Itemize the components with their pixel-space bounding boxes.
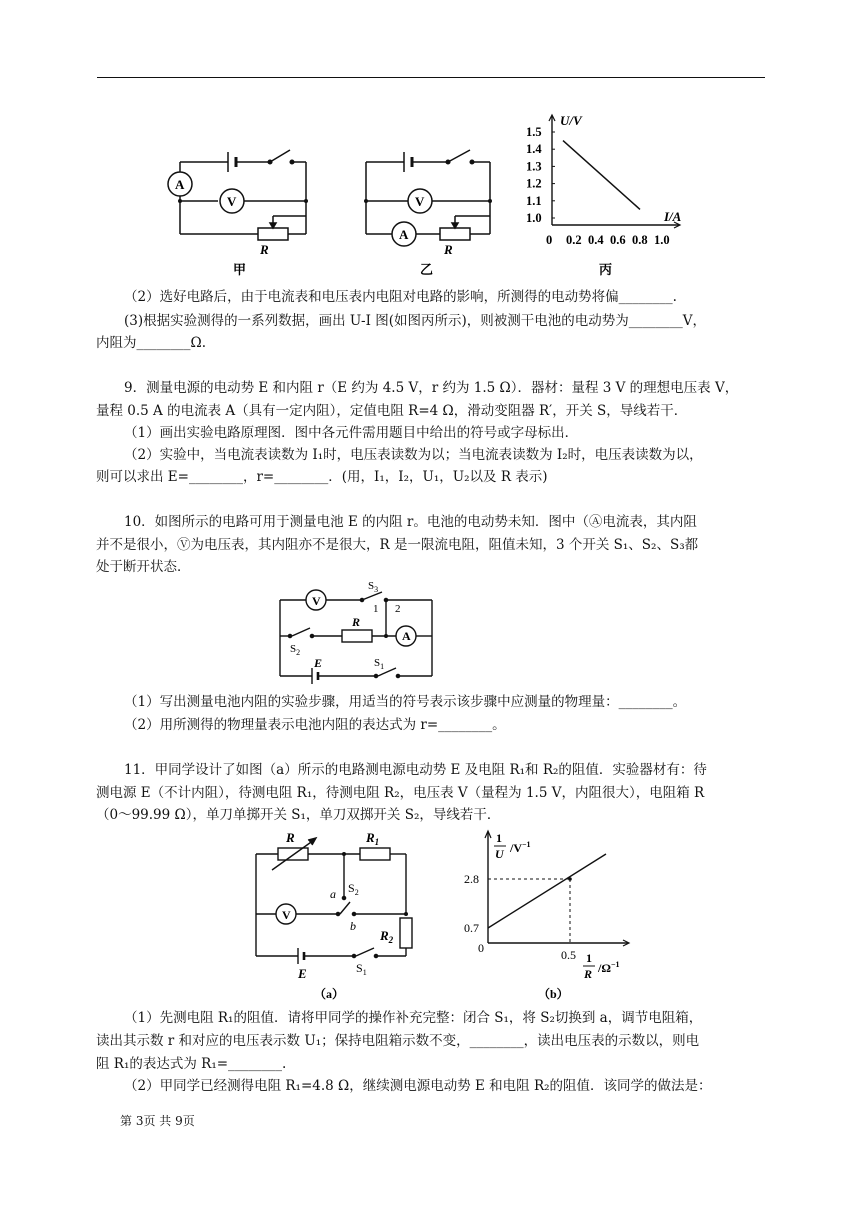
r1-label: $R_1$ xyxy=(366,830,380,847)
ammeter-label: A xyxy=(402,629,411,643)
q11-stem-line2: 测电源 E（不计内阻），待测电阻 R₁，待测电阻 R₂，电压表 V（量程为 1.5 V，内阻很大），电阻箱 R xyxy=(96,785,705,801)
voltmeter-label: V xyxy=(282,908,291,922)
voltmeter-label: V xyxy=(415,194,425,209)
y-tick-label: 1.3 xyxy=(526,159,542,174)
x-tick-label: 0.2 xyxy=(566,233,582,247)
s2-label: $S_2$ xyxy=(348,881,359,897)
circuit-figure-jia xyxy=(160,138,310,280)
x-tick-label: 0.4 xyxy=(588,233,604,247)
s3-label: $S_3$ xyxy=(368,580,379,594)
y-label-denominator: U xyxy=(495,847,504,861)
battery-label: E xyxy=(314,656,323,670)
ammeter-label: A xyxy=(175,177,185,192)
voltmeter-label: V xyxy=(227,194,237,209)
q10-stem-line2: 并不是很小，Ⓥ为电压表，其内阻亦不是很大，R 是一限流电阻，阻值未知，3 个开关 S₁、S₂、S₃都 xyxy=(96,537,699,553)
y-tick-label: 1.1 xyxy=(526,193,542,208)
q9-part2-line2: 则可以求出 E=________，r=________．(用，I₁，I₂，U₁，U₂以及 R 表示) xyxy=(96,469,548,485)
q11-circuit-a xyxy=(244,826,420,1004)
series-line xyxy=(488,854,606,928)
origin-label: 0 xyxy=(478,941,484,955)
q11-stem-line3: （0～99.99 Ω），单刀单掷开关 S₁，单刀双掷开关 S₂，导线若干． xyxy=(96,807,501,823)
ui-chart-bing xyxy=(524,110,694,282)
figure-caption-yi: 乙 xyxy=(420,263,434,278)
y-label-unit: $/V^{-1}$ xyxy=(510,840,531,855)
x-tick-label: 0.6 xyxy=(610,233,626,247)
header-rule xyxy=(97,77,765,78)
q11-part2: （2）甲同学已经测得电阻 R₁=4.8 Ω，继续测电源电动势 E 和电阻 R₂的阻值．该同学的做法是： xyxy=(124,1078,712,1094)
ammeter-label: A xyxy=(399,227,409,242)
q10-stem-line3: 处于断开状态． xyxy=(96,559,191,575)
x-tick-0.5: 0.5 xyxy=(561,948,576,962)
figure-caption-jia: 甲 xyxy=(233,263,247,278)
s1-label: $S_1$ xyxy=(374,657,385,671)
circuit-figure-yi xyxy=(358,138,508,280)
q9-stem-line2: 量程 0.5 A 的电流表 A（具有一定内阻），定值电阻 R=4 Ω，滑动变阻器 R′，开关 S，导线若干． xyxy=(96,403,688,419)
contact-a-label: a xyxy=(330,887,336,901)
q10-circuit xyxy=(270,580,440,686)
q11-part1-line3: 阻 R₁的表达式为 R₁=________. xyxy=(96,1056,287,1072)
q9-stem-line1: 9．测量电源的电动势 E 和内阻 r（E 约为 4.5 V，r 约为 1.5 Ω）．器材：量程 3 V 的理想电压表 V， xyxy=(124,380,739,396)
q11-part1-line1: （1）先测电阻 R₁的阻值．请将甲同学的操作补充完整：闭合 S₁，将 S₂切换到 a，调节电阻箱， xyxy=(124,1010,703,1026)
x-tick-label: 1.0 xyxy=(654,233,670,247)
q8-part3-line1: (3)根据实验测得的一系列数据，画出 U-I 图(如图丙所示)，则被测干电池的电动势为________V， xyxy=(124,313,707,329)
resistor-label: R xyxy=(352,615,361,629)
y-tick-0.7: 0.7 xyxy=(464,921,479,935)
x-label-numerator: 1 xyxy=(586,951,592,965)
figure-caption-bing: 丙 xyxy=(599,263,613,278)
y-tick-label: 1.2 xyxy=(526,176,542,191)
q8-part3-line2: 内阻为________Ω. xyxy=(96,335,206,351)
resistor-label: R xyxy=(260,242,269,257)
q10-part1: （1）写出测量电池内阻的实验步骤，用适当的符号表示该步骤中应测量的物理量：________。 xyxy=(124,694,687,710)
switch-pos-2: 2 xyxy=(395,603,401,615)
q10-stem-line1: 10．如图所示的电路可用于测量电池 E 的内阻 r。电池的电动势未知．图中（Ⓐ电流表，其内阻 xyxy=(124,514,697,530)
q9-part1: （1）画出实验电路原理图．图中各元件需用题目中给出的符号或字母标出． xyxy=(124,425,579,441)
series-line xyxy=(563,141,640,210)
y-tick-label: 1.4 xyxy=(526,142,542,157)
voltmeter-label: V xyxy=(312,594,321,608)
x-label-denominator: R xyxy=(584,967,593,981)
q11-part1-line2: 读出其示数 r 和对应的电压表示数 U₁；保持电阻箱示数不变，________，读出电压表的示数以，则电 xyxy=(96,1033,700,1049)
s2-label: $S_2$ xyxy=(290,643,301,657)
x-axis-label: I/A xyxy=(664,209,682,224)
x-tick-label: 0.8 xyxy=(632,233,648,247)
contact-b-label: b xyxy=(350,919,356,933)
y-tick-label: 1.0 xyxy=(526,211,542,225)
q10-part2: （2）用所测得的物理量表示电池内阻的表达式为 r=________。 xyxy=(124,717,506,733)
r-box-label: R xyxy=(286,830,295,845)
y-axis-label: U/V xyxy=(560,113,582,128)
q11-stem-line1: 11．甲同学设计了如图（a）所示的电路测电源电动势 E 及电阻 R₁和 R₂的阻值．实验器材有：待 xyxy=(124,762,707,778)
q8-part2: （2）选好电路后，由于电流表和电压表内电阻对电路的影响，所测得的电动势将偏________. xyxy=(124,289,677,305)
figure-caption-a: （a） xyxy=(314,987,345,1001)
y-tick-2.8: 2.8 xyxy=(464,872,479,886)
q9-part2-line1: （2）实验中，当电流表读数为 I₁时，电压表读数为以；当电流表读数为 I₂时，电压表读数为以， xyxy=(124,447,703,463)
s1-label: $S_1$ xyxy=(356,961,367,977)
switch-pos-1: 1 xyxy=(373,603,379,615)
y-label-numerator: 1 xyxy=(496,831,502,845)
r2-label: $R_2$ xyxy=(380,928,394,945)
x-label-unit: $/\Omega^{-1}$ xyxy=(598,960,620,975)
resistor-label: R xyxy=(444,242,453,257)
page-footer: 第 3页 共 9页 xyxy=(120,1114,195,1128)
q11-graph-b xyxy=(452,826,652,1004)
x-tick-label: 0 xyxy=(546,233,553,247)
battery-label: E xyxy=(298,966,307,981)
figure-caption-b: （b） xyxy=(538,987,569,1001)
y-tick-label: 1.5 xyxy=(526,125,542,139)
